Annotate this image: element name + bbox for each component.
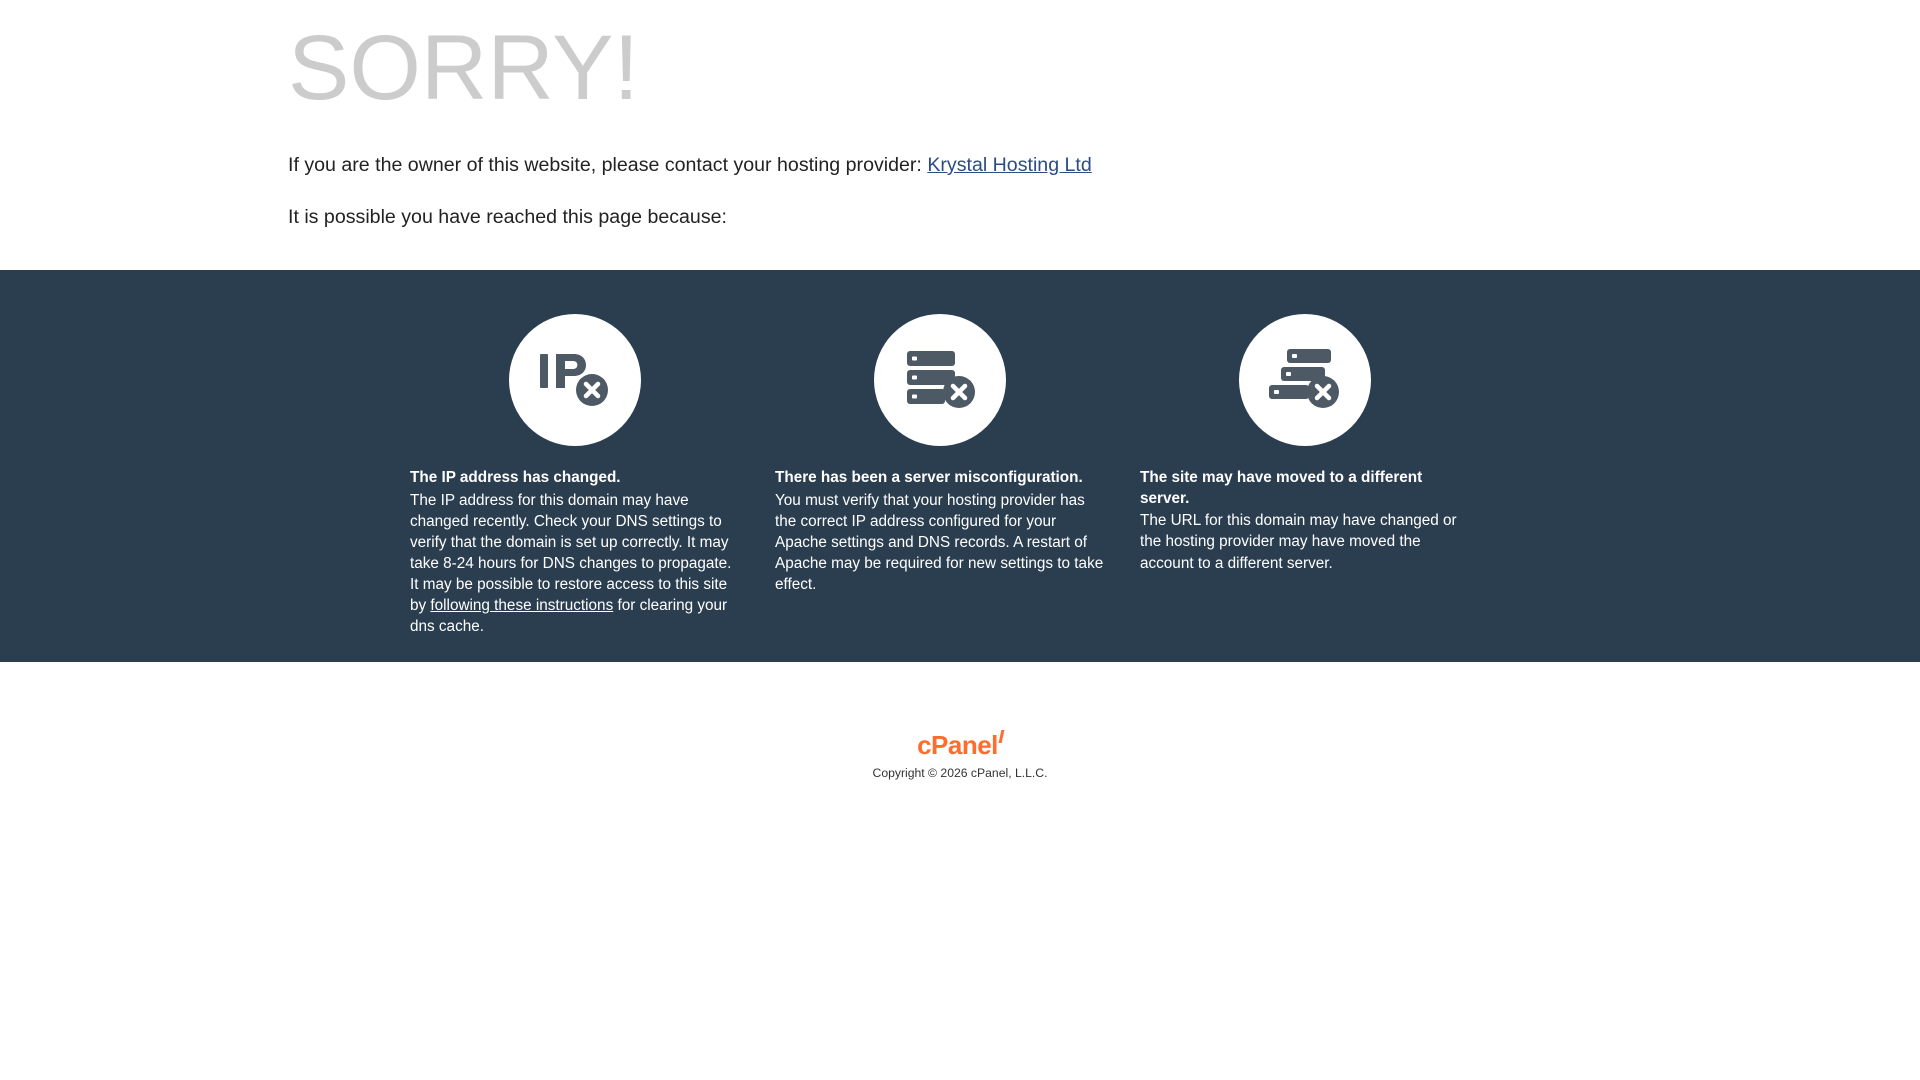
hosting-provider-link[interactable]: Krystal Hosting Ltd [927,154,1092,176]
reason-card-server-misconfiguration [775,314,1105,595]
reasons-band [0,270,1920,662]
reason-card-site-moved [1140,314,1470,574]
reasons-card-list [410,314,1510,637]
reason-card-body-tail: for clearing your dns cache. [410,597,728,636]
reason-card-ip-changed [410,314,740,637]
server-misconfiguration-icon [901,347,979,414]
owner-contact-text: If you are the owner of this website, please contact your hosting provider: [288,154,928,176]
cpanel-logo [917,732,1003,758]
copyright-text: Copyright © 2026 cPanel, L.L.C. [872,766,1048,780]
page-title: SORRY! [288,17,640,119]
server-moved-icon [1265,347,1345,414]
reason-card-body: The URL for this domain may have changed or the hosting provider may have moved the account to a different server. [1140,512,1457,572]
page-header-section [0,0,1920,270]
reason-card-title: There has been a server misconfiguration. [775,469,1083,486]
reason-card-title: The site may have moved to a different server. [1140,469,1423,507]
cpanel-logo-mark [999,730,1005,743]
cpanel-logo-text: cPanel [917,730,998,760]
reason-intro-line: It is possible you have reached this page because: [288,206,727,229]
icon-circle [874,314,1006,446]
page-footer [0,662,1920,780]
owner-contact-line [288,114,1920,178]
reason-card-body-text: The IP address for this domain may have changed recently. Check your DNS settings to verify that the domain is set up correctly. It may take 8-24 hours for DNS changes to propagate. It may be possible to restore access to this site by [410,491,732,615]
ip-address-error-icon [536,348,614,413]
reason-card-body: You must verify that your hosting provider has the correct IP address configured for your Apache settings and DNS records. A restart of Apache may be required for new settings to take effect. [775,491,1104,594]
icon-circle [1239,314,1371,446]
reason-card-title: The IP address has changed. [410,469,621,486]
dns-cache-instructions-link[interactable]: following these instructions [430,597,614,615]
reason-card-body [410,490,740,638]
icon-circle [509,314,641,446]
